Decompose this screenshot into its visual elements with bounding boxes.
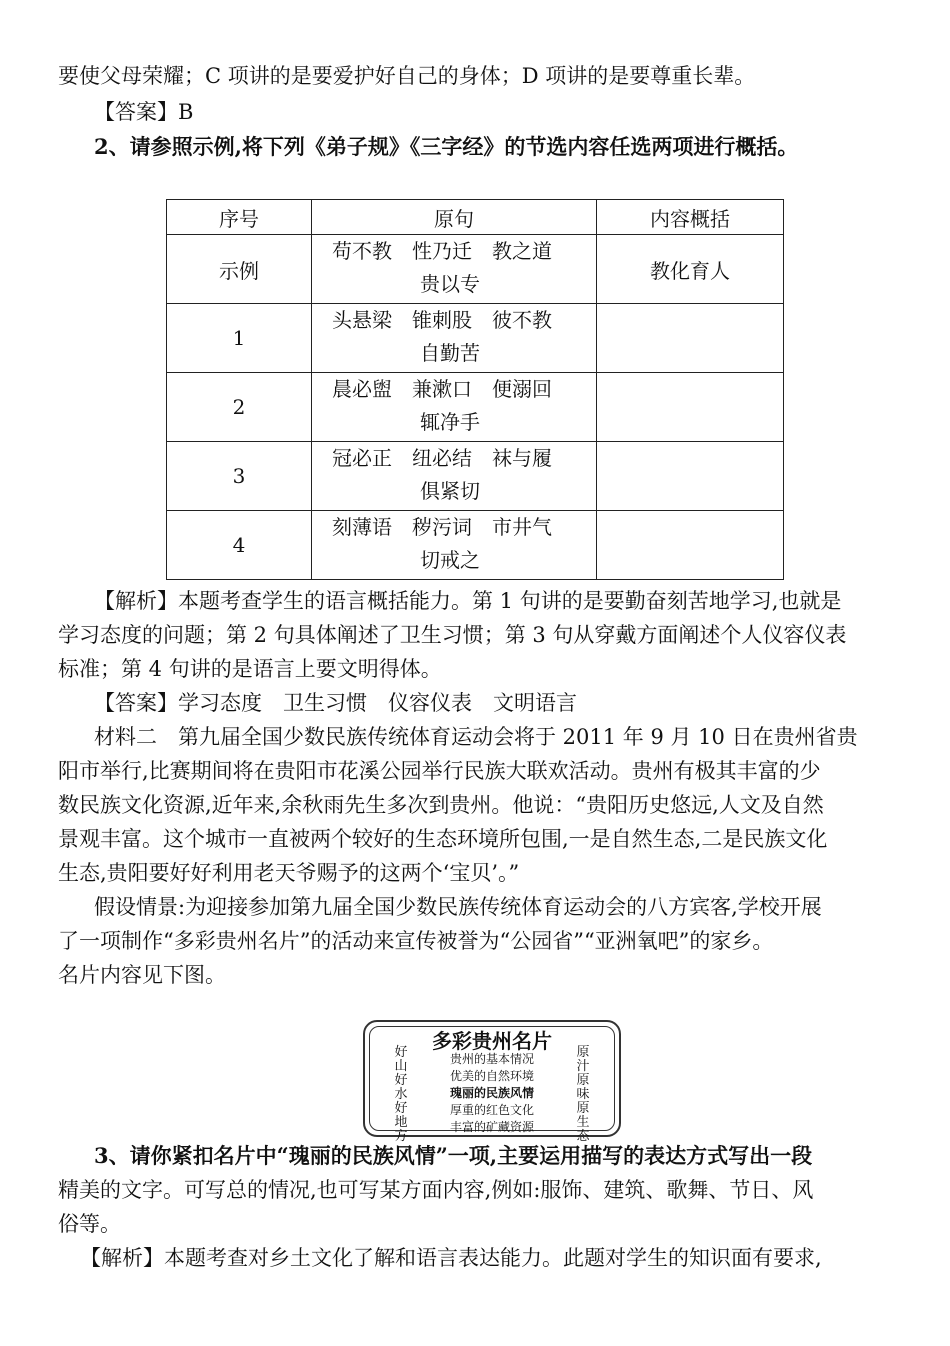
row-num: 3 xyxy=(167,442,312,511)
scenario-line: 假设情景:为迎接参加第九届全国少数民族传统体育运动会的八方宾客,学校开展 xyxy=(94,895,822,919)
card-item: 贵州的基本情况 xyxy=(449,1052,534,1066)
text-line: 数民族文化资源,近年来,余秋雨先生多次到贵州。他说：“贵阳历史悠远,人文及自然 xyxy=(58,793,824,817)
text-line: 生态,贵阳要好好利用老天爷赐予的这两个‘宝贝’。” xyxy=(58,861,520,885)
text-line: 学习态度的问题；第 2 句具体阐述了卫生习惯；第 3 句从穿戴方面阐述个人仪容仪表 xyxy=(58,623,847,647)
row-original: 苟不教 性乃迁 教之道 贵以专 xyxy=(312,235,597,304)
row-num: 4 xyxy=(167,511,312,580)
card-item: 厚重的红色文化 xyxy=(449,1103,534,1117)
card-left-slogan: 好山好水好地方 xyxy=(394,1045,408,1144)
row-original: 冠必正 纽必结 袜与履 俱紧切 xyxy=(312,442,597,511)
row-summary: 教化育人 xyxy=(597,235,784,304)
text-line: 阳市举行,比赛期间将在贵阳市花溪公园举行民族大联欢活动。贵州有极其丰富的少 xyxy=(58,759,821,783)
table-row xyxy=(167,304,784,373)
text-line: 了一项制作“多彩贵州名片”的活动来宣传被誉为“公园省”“亚洲氧吧”的家乡。 xyxy=(58,929,774,953)
answer-line: 【答案】学习态度 卫生习惯 仪容仪表 文明语言 xyxy=(94,691,577,715)
card-right-slogan: 原汁原味原生态 xyxy=(576,1045,590,1144)
material-line: 材料二 第九届全国少数民族传统体育运动会将于 2011 年 9 月 10 日在贵州省贵 xyxy=(94,725,858,749)
table-row xyxy=(167,235,784,304)
table-row xyxy=(167,511,784,580)
row-original: 刻薄语 秽污词 市井气 切戒之 xyxy=(312,511,597,580)
table-row xyxy=(167,373,784,442)
card-item: 优美的自然环境 xyxy=(449,1069,534,1083)
row-summary xyxy=(597,304,784,373)
row-num: 示例 xyxy=(167,235,312,304)
row-summary xyxy=(597,373,784,442)
text-line: 名片内容见下图。 xyxy=(58,963,226,987)
table-header-summary: 内容概括 xyxy=(597,200,784,235)
row-summary xyxy=(597,442,784,511)
table-row xyxy=(167,442,784,511)
business-card xyxy=(363,1020,621,1144)
table-header-original: 原句 xyxy=(312,200,597,235)
text-line: 景观丰富。这个城市一直被两个较好的生态环境所包围,一是自然生态,二是民族文化 xyxy=(58,827,828,851)
card-item-highlight: 瑰丽的民族风情 xyxy=(449,1086,534,1100)
question-3: 3、请你紧扣名片中“瑰丽的民族风情”一项,主要运用描写的表达方式写出一段 xyxy=(94,1143,813,1168)
table-header-num: 序号 xyxy=(167,200,312,235)
card-title: 多彩贵州名片 xyxy=(432,1029,552,1053)
text-line: 标准；第 4 句讲的是语言上要文明得体。 xyxy=(58,657,442,681)
text-line: 俗等。 xyxy=(58,1212,121,1236)
summary-table xyxy=(166,199,784,580)
row-summary xyxy=(597,511,784,580)
analysis-line: 【解析】本题考查对乡土文化了解和语言表达能力。此题对学生的知识面有要求, xyxy=(80,1246,822,1270)
row-num: 1 xyxy=(167,304,312,373)
card-item-list xyxy=(411,1051,573,1136)
row-original: 头悬梁 锥刺股 彼不教 自勤苦 xyxy=(312,304,597,373)
text-line: 要使父母荣耀；C 项讲的是要爱护好自己的身体；D 项讲的是要尊重长辈。 xyxy=(58,64,756,88)
row-original: 晨必盥 兼漱口 便溺回 辄净手 xyxy=(312,373,597,442)
text-line: 精美的文字。可写总的情况,也可写某方面内容,例如:服饰、建筑、歌舞、节日、风 xyxy=(58,1178,814,1202)
card-item: 丰富的矿藏资源 xyxy=(449,1120,534,1134)
analysis-line: 【解析】本题考查学生的语言概括能力。第 1 句讲的是要勤奋刻苦地学习,也就是 xyxy=(94,589,842,613)
question-2: 2、请参照示例,将下列《弟子规》《三字经》的节选内容任选两项进行概括。 xyxy=(94,134,799,159)
row-num: 2 xyxy=(167,373,312,442)
answer-line: 【答案】B xyxy=(94,100,194,124)
